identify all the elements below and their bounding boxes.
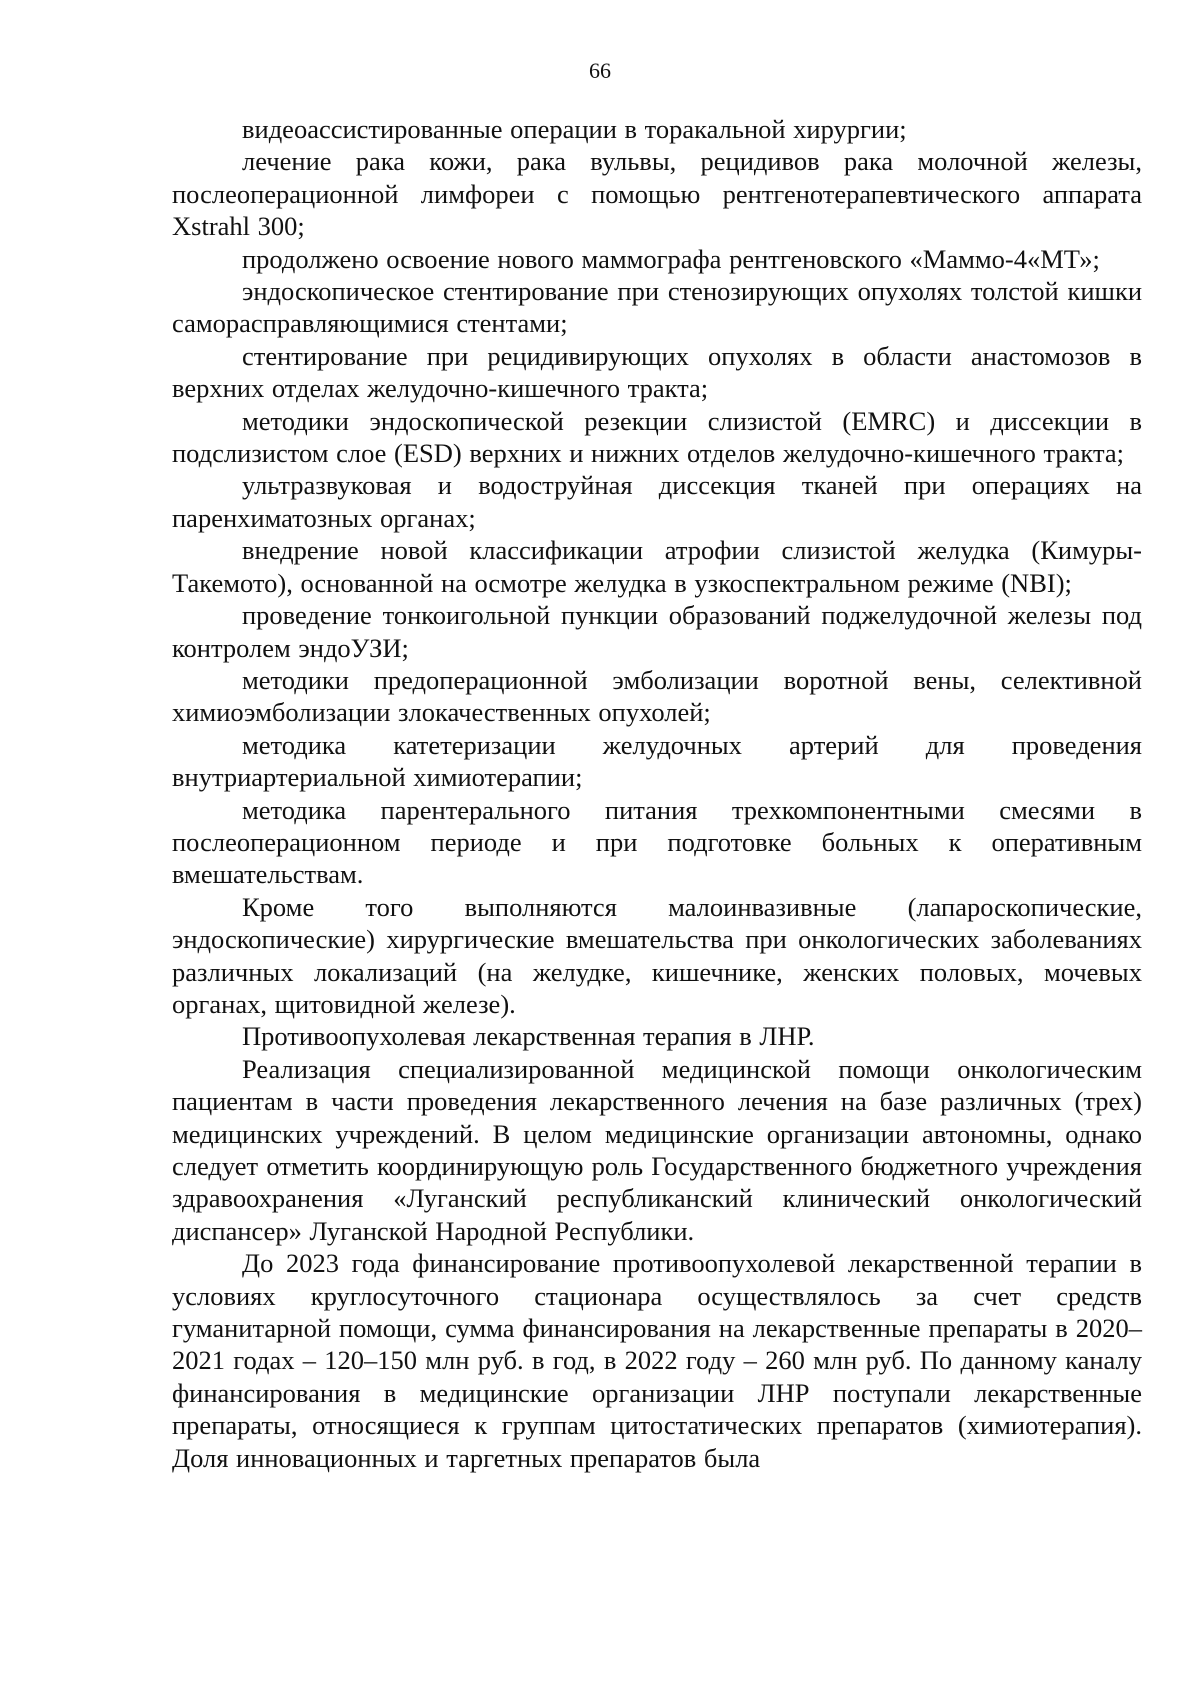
paragraph: ультразвуковая и водоструйная диссекция тканей при операциях на паренхиматозных органах; xyxy=(172,470,1142,533)
document-body xyxy=(172,113,1142,1474)
paragraph: продолжено освоение нового маммографа рентгеновского «Маммо-4«МТ»; xyxy=(242,243,1100,274)
paragraph: методика катетеризации желудочных артерий для проведения внутриартериальной химиотерапии; xyxy=(172,729,1142,793)
paragraph: видеоассистированные операции в торакальной хирургии; xyxy=(242,114,907,144)
paragraph: Противоопухолевая лекарственная терапия в ЛНР. xyxy=(242,1021,815,1052)
paragraph: Кроме того выполняются малоинвазивные (лапароскопические, эндоскопические) хирургические вмешательства при онкологических заболеваниях различных локализаций (на желудке, кишечнике, женских половых, мочевых органах, щитовидной железе). xyxy=(172,891,1142,1019)
paragraph: методики предоперационной эмболизации воротной вены, селективной химиоэмболизации злокачественных опухолей; xyxy=(172,664,1142,728)
paragraph: Реализация специализированной медицинской помощи онкологическим пациентам в части проведения лекарственного лечения на базе различных (трех) медицинских учреждений. В целом медицинские организации автономны, однако следует отметить координирующую роль Государственного бюджетного учреждения здравоохранения «Луганский республиканский клинический онкологический диспансер» Луганской Народной Республики. xyxy=(172,1053,1142,1246)
paragraph: эндоскопическое стентирование при стенозирующих опухолях толстой кишки самораспрaвляющимися стентами; xyxy=(172,276,1142,339)
paragraph: методика парентерального питания трехкомпонентными смесями в послеоперационном периоде и при подготовке больных к оперативным вмешательствам. xyxy=(172,794,1142,890)
paragraph: методики эндоскопической резекции слизистой (EMRC) и диссекции в подслизистом слое (ESD) верхних и нижних отделов желудочно-кишечного тракта; xyxy=(172,405,1142,469)
paragraph: лечение рака кожи, рака вульвы, рецидивов рака молочной железы, послеоперационной лимфореи с помощью рентгенотерапевтического аппарата Xstrahl 300; xyxy=(172,146,1142,242)
paragraph: стентирование при рецидивирующих опухолях в области анастомозов в верхних отделах желудочно-кишечного тракта; xyxy=(172,340,1142,404)
paragraph: внедрение новой классификации атрофии слизистой желудка (Кимуры-Такемото), основанной на осмотре желудка в узкоспектральном режиме (NBI); xyxy=(172,535,1142,598)
paragraph: проведение тонкоигольной пункции образований поджелудочной железы под контролем эндоУЗИ; xyxy=(172,600,1142,663)
page-number: 66 xyxy=(589,58,611,83)
paragraph: До 2023 года финансирование противоопухолевой лекарственной терапии в условиях круглосуточного стационара осуществлялось за счет средств гуманитарной помощи, сумма финансирования на лекарственные препараты в 2020–2021 годах – 120–150 млн руб. в год, в 2022 году – 260 млн руб. По данному каналу финансирования в медицинские организации ЛНР поступали лекарственные препараты, относящиеся к группам цитостатических препаратов (химиотерапия). Доля инновационных и таргетных препаратов была xyxy=(172,1248,1142,1473)
